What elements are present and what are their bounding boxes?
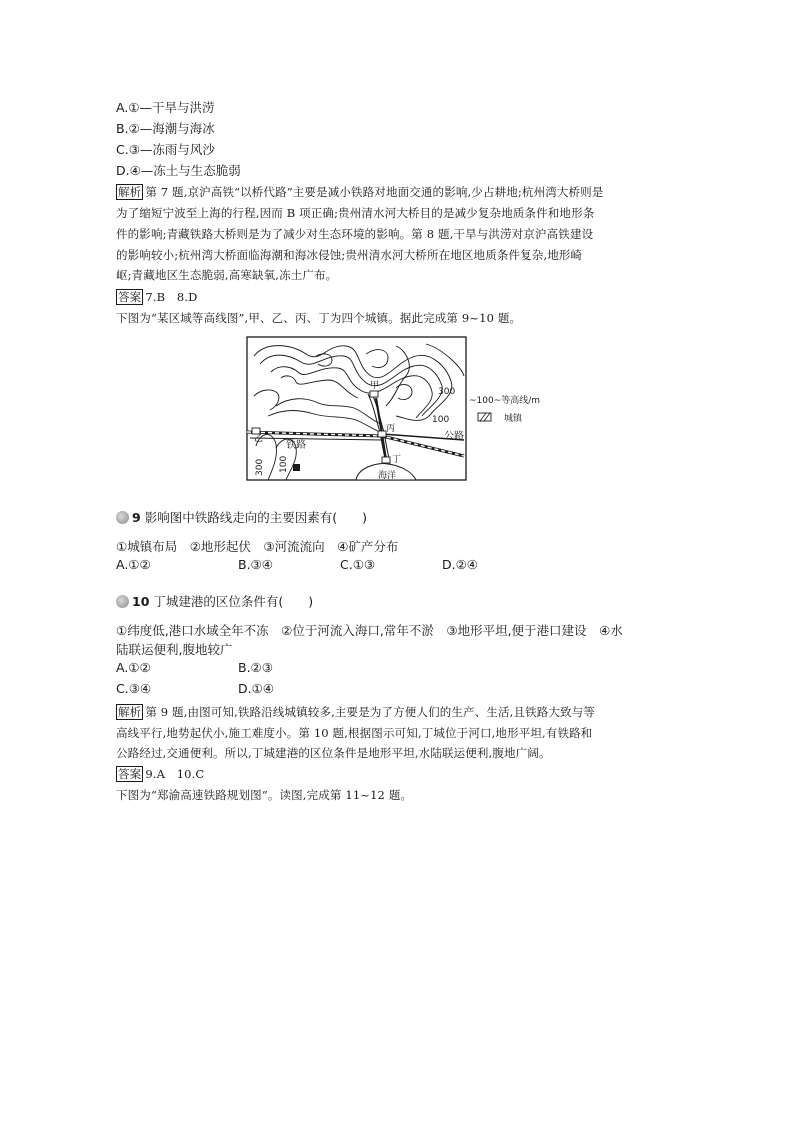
railway-label: 铁路 xyxy=(286,440,306,451)
intro-11-12: 下图为“郑渝高速铁路规划图”。读图,完成第 11~12 题。 xyxy=(116,788,413,802)
town-bing-marker xyxy=(378,431,386,437)
question-bullet-icon xyxy=(116,511,129,524)
explanation2-line-3: 公路经过,交通便利。所以,丁城建港的区位条件是地形平坦,水陆联运便利,腹地广阔。 xyxy=(116,746,551,760)
sea-label: 海洋 xyxy=(378,471,397,481)
q10-choice-d: D.①④ xyxy=(238,681,275,696)
explanation-tag: 解析 xyxy=(118,185,142,199)
legend-contour-label: ~100~等高线/m xyxy=(469,396,541,406)
explanation2-line-2: 高线平行,地势起伏小,施工难度小。第 10 题,根据图示可知,丁城位于河口,地形平坦,有铁路和 xyxy=(116,726,593,740)
contour-100-label: 100 xyxy=(432,415,450,425)
mine-marker xyxy=(293,464,300,471)
question-bullet-icon xyxy=(116,595,129,608)
explanation-text: 第 7 题,京沪高铁“以桥代路”主要是减小铁路对地面交通的影响,少占耕地;杭州湾大桥则是 xyxy=(145,185,604,199)
town-ding-marker xyxy=(382,457,390,463)
q9-choice-b: B.③④ xyxy=(238,557,273,572)
explanation-line-3: 件的影响;青藏铁路大桥则是为了减少对生态环境的影响。第 8 题,干旱与洪涝对京沪高铁建设 xyxy=(116,227,594,241)
q9-choice-a: A.①② xyxy=(116,557,151,572)
answer-text: 7.B 8.D xyxy=(145,290,198,304)
q7-option-d: D.④—冻土与生态脆弱 xyxy=(116,163,241,178)
q9-stem-text: 影响图中铁路线走向的主要因素有( ) xyxy=(144,510,367,525)
explanation-line-4: 的影响较小;杭州湾大桥面临海潮和海冰侵蚀;贵州清水河大桥所在地区地质条件复杂,地形崎 xyxy=(116,248,583,262)
q7-option-a: A.①—干旱与洪涝 xyxy=(116,100,215,115)
town-jia-marker xyxy=(370,391,378,397)
contour-100-bottom-label: 100 xyxy=(279,455,289,473)
town-ding-label: 丁 xyxy=(392,455,402,465)
answer2-text: 9.A 10.C xyxy=(145,767,205,781)
intro-9-10: 下图为“某区域等高线图”,甲、乙、丙、丁为四个城镇。据此完成第 9~10 题。 xyxy=(116,311,522,325)
explanation-line-1 xyxy=(116,184,603,200)
q10-choice-b: B.②③ xyxy=(238,660,273,675)
contour-map-figure xyxy=(246,336,551,482)
railway-branch xyxy=(376,398,386,460)
contour-300-label: 300 xyxy=(438,387,456,397)
q7-option-b: B.②—海潮与海冰 xyxy=(116,121,215,136)
contour-300-bottom-label: 300 xyxy=(255,458,265,476)
q10-choice-a: A.①② xyxy=(116,660,151,675)
answer-line-1 xyxy=(116,289,197,305)
highway-label: 公路 xyxy=(444,431,464,442)
answer2-tag: 答案 xyxy=(118,767,142,781)
q10-stem xyxy=(116,592,313,610)
answer-tag: 答案 xyxy=(118,290,142,304)
answer2-line xyxy=(116,766,204,782)
q9-stem xyxy=(116,508,367,526)
q10-stem-text: 丁城建港的区位条件有( ) xyxy=(153,594,314,609)
explanation-line-2: 为了缩短宁波至上海的行程,因而 B 项正确;贵州清水河大桥目的是减少复杂地质条件和地形条 xyxy=(116,206,595,220)
q9-items: ①城镇布局 ②地形起伏 ③河流流向 ④矿产分布 xyxy=(116,539,399,554)
town-jia-label: 甲 xyxy=(370,381,380,391)
q10-choice-c: C.③④ xyxy=(116,681,152,696)
q9-number: 9 xyxy=(132,510,141,525)
q10-items-line-1: ①纬度低,港口水域全年不冻 ②位于河流入海口,常年不淤 ③地形平坦,便于港口建设 ④水 xyxy=(116,623,623,638)
q9-choice-d: D.②④ xyxy=(442,557,479,572)
town-bing-label: 丙 xyxy=(386,424,396,434)
q10-number: 10 xyxy=(132,594,150,609)
legend-town-label: 城镇 xyxy=(504,414,523,424)
explanation2-text: 第 9 题,由图可知,铁路沿线城镇较多,主要是为了方便人们的生产、生活,且铁路大致与等 xyxy=(145,705,596,719)
explanation2-line-1 xyxy=(116,704,595,720)
town-yi-label: 乙 xyxy=(254,434,264,444)
q10-items-line-2: 陆联运便利,腹地较广 xyxy=(116,642,233,657)
explanation2-tag: 解析 xyxy=(118,705,142,719)
q7-option-c: C.③—冻雨与风沙 xyxy=(116,142,215,157)
explanation-line-5: 岖;青藏地区生态脆弱,高寒缺氧,冻土广布。 xyxy=(116,268,338,282)
q9-choice-c: C.①③ xyxy=(340,557,376,572)
